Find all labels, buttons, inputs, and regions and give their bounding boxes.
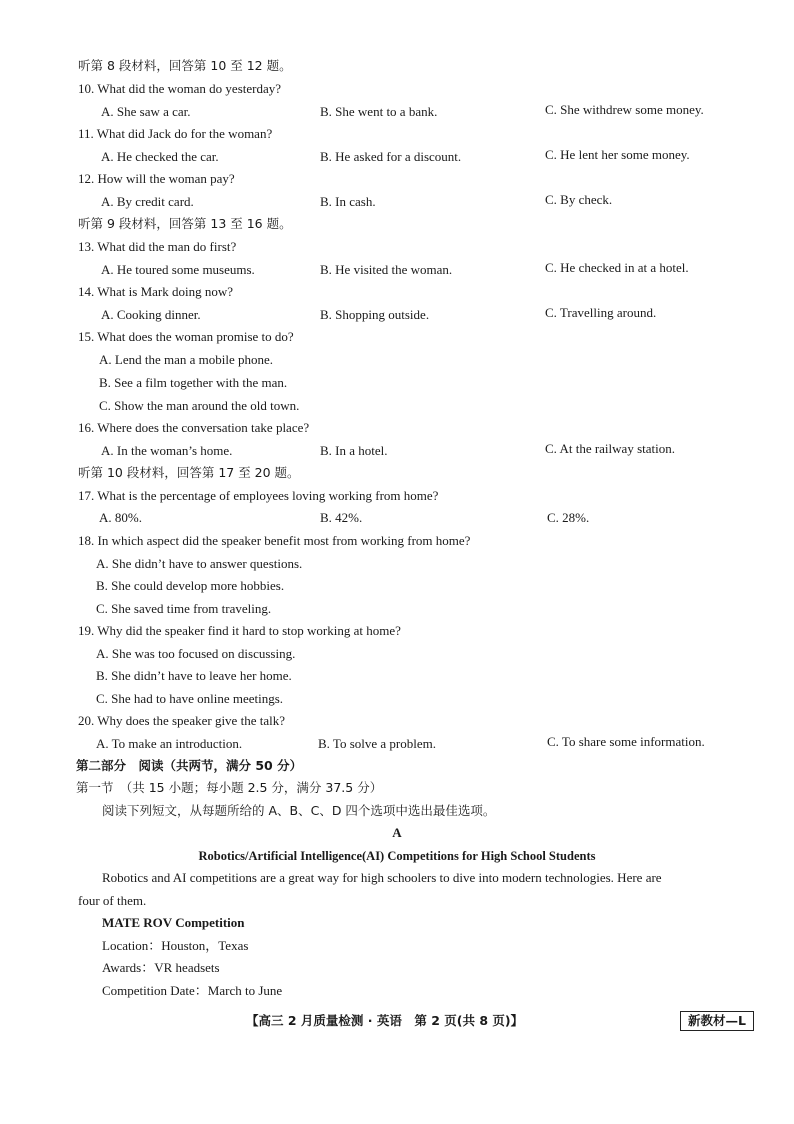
- q13-option-a: A. He toured some museums.: [101, 262, 255, 277]
- section-8-instruction: 听第 8 段材料，回答第 10 至 12 题。: [78, 58, 292, 73]
- q13-option-c: C. He checked in at a hotel.: [545, 260, 689, 275]
- passage-paragraph-line-2: four of them.: [78, 893, 147, 908]
- q13-option-b: B. He visited the woman.: [320, 262, 453, 277]
- section-1-header: 第一节 （共 15 小题；每小题 2.5 分，满分 37.5 分）: [76, 780, 383, 795]
- q15-option-a: A. Lend the man a mobile phone.: [99, 352, 274, 367]
- q20-option-c: C. To share some information.: [547, 734, 705, 749]
- q18-option-b: B. She could develop more hobbies.: [96, 578, 285, 593]
- q12-option-c: C. By check.: [545, 192, 613, 207]
- passage-paragraph-line-1: Robotics and AI competitions are a great way for high schoolers to dive into modern technologies. Here are: [102, 870, 662, 885]
- question-14: 14. What is Mark doing now?: [78, 284, 234, 299]
- q11-option-c: C. He lent her some money.: [545, 147, 690, 162]
- q19-option-b: B. She didn’t have to leave her home.: [96, 668, 292, 683]
- reading-instruction: 阅读下列短文，从每题所给的 A、B、C、D 四个选项中选出最佳选项。: [102, 803, 496, 818]
- question-13: 13. What did the man do first?: [78, 239, 237, 254]
- q16-option-c: C. At the railway station.: [545, 441, 675, 456]
- passage-heading: Robotics/Artificial Intelligence(AI) Competitions for High School Students: [198, 849, 596, 863]
- q10-option-a: A. She saw a car.: [101, 104, 191, 119]
- q19-option-a: A. She was too focused on discussing.: [96, 646, 296, 661]
- q17-option-a: A. 80%.: [99, 510, 142, 525]
- question-11: 11. What did Jack do for the woman?: [78, 126, 273, 141]
- q20-option-b: B. To solve a problem.: [318, 736, 437, 751]
- q14-option-a: A. Cooking dinner.: [101, 307, 201, 322]
- q17-option-b: B. 42%.: [320, 510, 363, 525]
- part-2-title: 第二部分 阅读（共两节，满分 50 分）: [76, 758, 303, 773]
- question-19: 19. Why did the speaker find it hard to stop working at home?: [78, 623, 401, 638]
- question-18: 18. In which aspect did the speaker benefit most from working from home?: [78, 533, 471, 548]
- q16-option-b: B. In a hotel.: [320, 443, 388, 458]
- section-10-instruction: 听第 10 段材料，回答第 17 至 20 题。: [78, 465, 300, 480]
- q10-option-b: B. She went to a bank.: [320, 104, 438, 119]
- q15-option-b: B. See a film together with the man.: [99, 375, 288, 390]
- q14-option-c: C. Travelling around.: [545, 305, 657, 320]
- question-10: 10. What did the woman do yesterday?: [78, 81, 282, 96]
- q18-option-a: A. She didn’t have to answer questions.: [96, 556, 303, 571]
- competition-awards: Awards：VR headsets: [102, 960, 220, 975]
- q11-option-b: B. He asked for a discount.: [320, 149, 462, 164]
- competition-date: Competition Date：March to June: [102, 983, 283, 998]
- q17-option-c: C. 28%.: [547, 510, 590, 525]
- q12-option-a: A. By credit card.: [101, 194, 194, 209]
- competition-name: MATE ROV Competition: [102, 915, 245, 930]
- question-16: 16. Where does the conversation take place?: [78, 420, 310, 435]
- q16-option-a: A. In the woman’s home.: [101, 443, 233, 458]
- page-footer: 【高三 2 月质量检测 · 英语 第 2 页(共 8 页)】: [246, 1013, 524, 1028]
- q11-option-a: A. He checked the car.: [101, 149, 219, 164]
- q19-option-c: C. She had to have online meetings.: [96, 691, 284, 706]
- competition-location: Location：Houston，Texas: [102, 938, 249, 953]
- q12-option-b: B. In cash.: [320, 194, 376, 209]
- passage-letter: A: [392, 825, 402, 840]
- section-9-instruction: 听第 9 段材料，回答第 13 至 16 题。: [78, 216, 292, 231]
- q15-option-c: C. Show the man around the old town.: [99, 398, 300, 413]
- question-20: 20. Why does the speaker give the talk?: [78, 713, 285, 728]
- q10-option-c: C. She withdrew some money.: [545, 102, 704, 117]
- edition-tag: 新教材—L: [680, 1011, 754, 1031]
- q20-option-a: A. To make an introduction.: [96, 736, 243, 751]
- question-12: 12. How will the woman pay?: [78, 171, 235, 186]
- question-15: 15. What does the woman promise to do?: [78, 329, 294, 344]
- question-17: 17. What is the percentage of employees loving working from home?: [78, 488, 439, 503]
- q18-option-c: C. She saved time from traveling.: [96, 601, 272, 616]
- q14-option-b: B. Shopping outside.: [320, 307, 430, 322]
